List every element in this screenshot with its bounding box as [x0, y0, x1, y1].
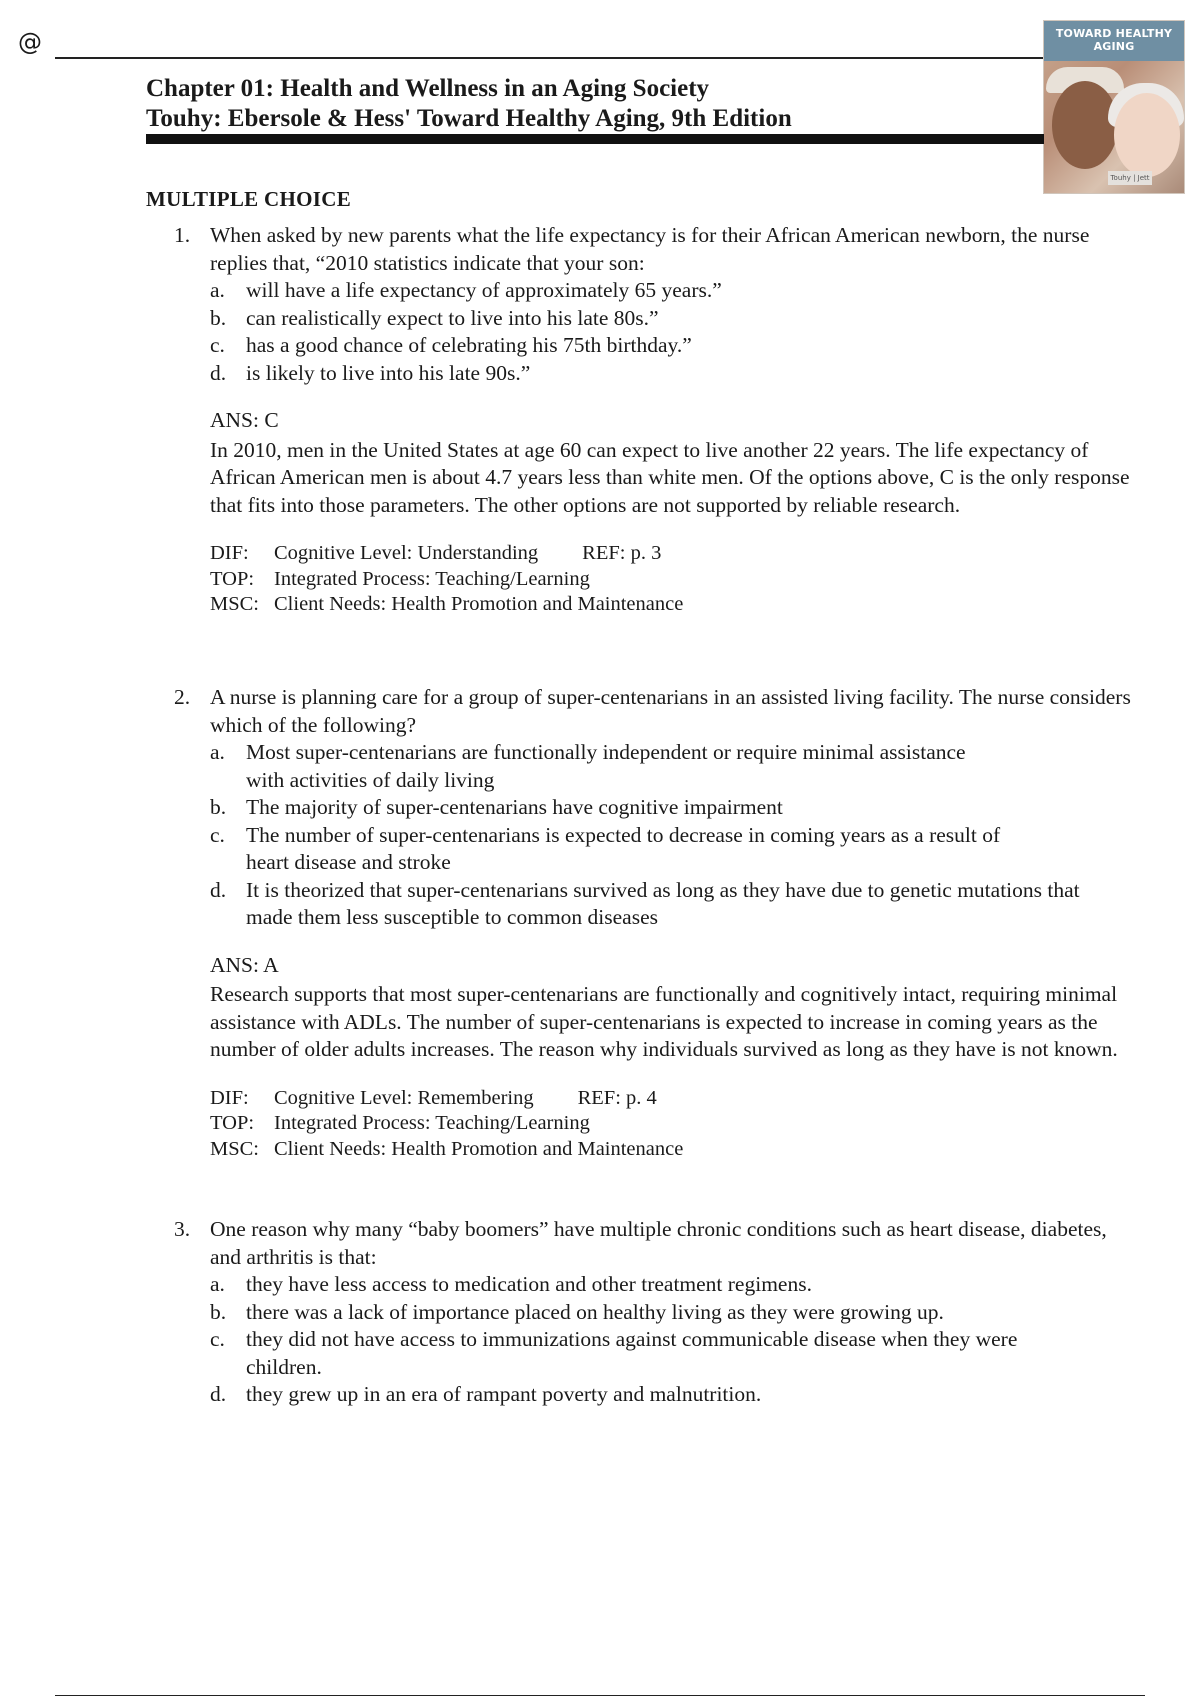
option-text: there was a lack of importance placed on healthy living as they were growing up.: [246, 1299, 944, 1324]
option-letter: c.: [210, 822, 225, 847]
option-a: [210, 1271, 1134, 1299]
top-value: Integrated Process: Teaching/Learning: [274, 1112, 590, 1134]
question-stem: [174, 222, 1134, 277]
question-3: [174, 1216, 1134, 1409]
cover-figure-right: [1114, 93, 1180, 177]
question-text: A nurse is planning care for a group of super-centenarians in an assisted living facility. The nurse considers which of the following?: [210, 685, 1131, 737]
question-number: 1.: [174, 223, 191, 247]
cover-author: Touhy | Jett: [1108, 171, 1152, 185]
ref-value: REF: p. 3: [582, 542, 662, 564]
option-a: [210, 739, 966, 794]
rationale: In 2010, men in the United States at age 60 can expect to live another 22 years. The life expectancy of African American men is about 4.7 years less than white men. Of the options above, C is the only response that fits into those parameters. The other options are not supported by reliable research.: [210, 437, 1130, 517]
at-symbol: @: [18, 28, 42, 56]
option-letter: a.: [210, 740, 225, 764]
option-text: they have less access to medication and other treatment regimens.: [246, 1272, 812, 1296]
section-heading: MULTIPLE CHOICE: [146, 187, 352, 211]
option-text: they did not have access to immunizations against communicable disease when they were children.: [246, 1327, 1018, 1379]
cover-title: TOWARD HEALTHY AGING: [1055, 27, 1173, 53]
dif-label: DIF:: [210, 542, 249, 564]
option-letter: b.: [210, 305, 227, 330]
option-c: [210, 332, 1134, 360]
option-letter: a.: [210, 1272, 225, 1296]
question-stem: [174, 684, 1134, 739]
option-list: [210, 739, 1134, 932]
option-text: The majority of super-centenarians have cognitive impairment: [246, 795, 783, 819]
option-text: The number of super-centenarians is expected to decrease in coming years as a result of heart disease and stroke: [246, 822, 1001, 874]
question-text: One reason why many “baby boomers” have multiple chronic conditions such as heart disease, diabetes, and arthritis is that:: [210, 1217, 1107, 1269]
option-letter: b.: [210, 1299, 227, 1324]
top-label: TOP:: [210, 1112, 255, 1134]
document-title: [146, 74, 792, 134]
option-letter: d.: [210, 1382, 227, 1406]
answer-block: [210, 407, 1134, 519]
option-b: [210, 305, 1134, 333]
option-list: [210, 277, 1134, 387]
dif-value: Cognitive Level: Understanding: [274, 542, 539, 564]
option-b: [210, 1299, 1134, 1327]
ref-value: REF: p. 4: [577, 1086, 657, 1109]
dif-value: Cognitive Level: Remembering: [274, 1086, 534, 1109]
top-label: TOP:: [210, 567, 255, 590]
option-text: they grew up in an era of rampant poverty and malnutrition.: [246, 1382, 762, 1406]
answer-key: ANS: C: [210, 408, 279, 432]
msc-value: Client Needs: Health Promotion and Maintenance: [274, 593, 684, 615]
option-letter: d.: [210, 360, 227, 385]
option-letter: d.: [210, 877, 227, 902]
top-value: Integrated Process: Teaching/Learning: [274, 567, 590, 590]
bottom-rule: [55, 1695, 1145, 1696]
title-line-2: Touhy: Ebersole & Hess' Toward Healthy Aging, 9th Edition: [146, 105, 792, 132]
question-metadata: [210, 541, 1134, 618]
option-text: has a good chance of celebrating his 75th birthday.”: [246, 333, 692, 357]
option-c: [210, 1326, 1046, 1381]
option-text: Most super-centenarians are functionally independent or require minimal assistance with activities of daily living: [246, 740, 966, 792]
question-1: [174, 222, 1134, 618]
book-cover-image: [1043, 20, 1185, 194]
option-b: [210, 794, 1134, 822]
msc-label: MSC:: [210, 593, 259, 615]
option-letter: c.: [210, 333, 225, 357]
option-d: [210, 877, 1106, 932]
option-letter: b.: [210, 795, 227, 819]
question-stem: [174, 1216, 1134, 1271]
msc-label: MSC:: [210, 1137, 259, 1160]
answer-key: ANS: A: [210, 952, 279, 977]
option-d: [210, 360, 1134, 388]
cover-figure-left: [1052, 81, 1118, 169]
question-number: 3.: [174, 1217, 191, 1241]
option-letter: c.: [210, 1327, 225, 1351]
title-underline: [146, 134, 1044, 144]
option-d: [210, 1381, 1134, 1409]
option-c: [210, 822, 1046, 877]
rationale: Research supports that most super-centenarians are functionally and cognitively intact, requiring minimal assistance with ADLs. The number of super-centenarians is expected to increase in coming years as the number of older adults increases. The reason why individuals survived as long as they have is not known.: [210, 982, 1118, 1061]
msc-value: Client Needs: Health Promotion and Maintenance: [274, 1137, 684, 1160]
question-2: [174, 684, 1134, 1162]
option-text: will have a life expectancy of approximately 65 years.”: [246, 278, 722, 302]
option-a: [210, 277, 1134, 305]
question-text: When asked by new parents what the life expectancy is for their African American newborn, the nurse replies that, “2010 statistics indicate that your son:: [210, 223, 1090, 275]
question-number: 2.: [174, 685, 191, 709]
option-list: [210, 1271, 1134, 1409]
top-rule: [55, 57, 1045, 59]
option-text: can realistically expect to live into his late 80s.”: [246, 305, 659, 330]
option-text: It is theorized that super-centenarians survived as long as they have due to genetic mutations that made them less susceptible to common diseases: [246, 877, 1080, 929]
answer-block: [210, 952, 1134, 1064]
question-metadata: [210, 1086, 1134, 1163]
title-line-1: Chapter 01: Health and Wellness in an Aging Society: [146, 75, 710, 102]
dif-label: DIF:: [210, 1086, 249, 1109]
option-text: is likely to live into his late 90s.”: [246, 360, 531, 385]
option-letter: a.: [210, 278, 225, 302]
